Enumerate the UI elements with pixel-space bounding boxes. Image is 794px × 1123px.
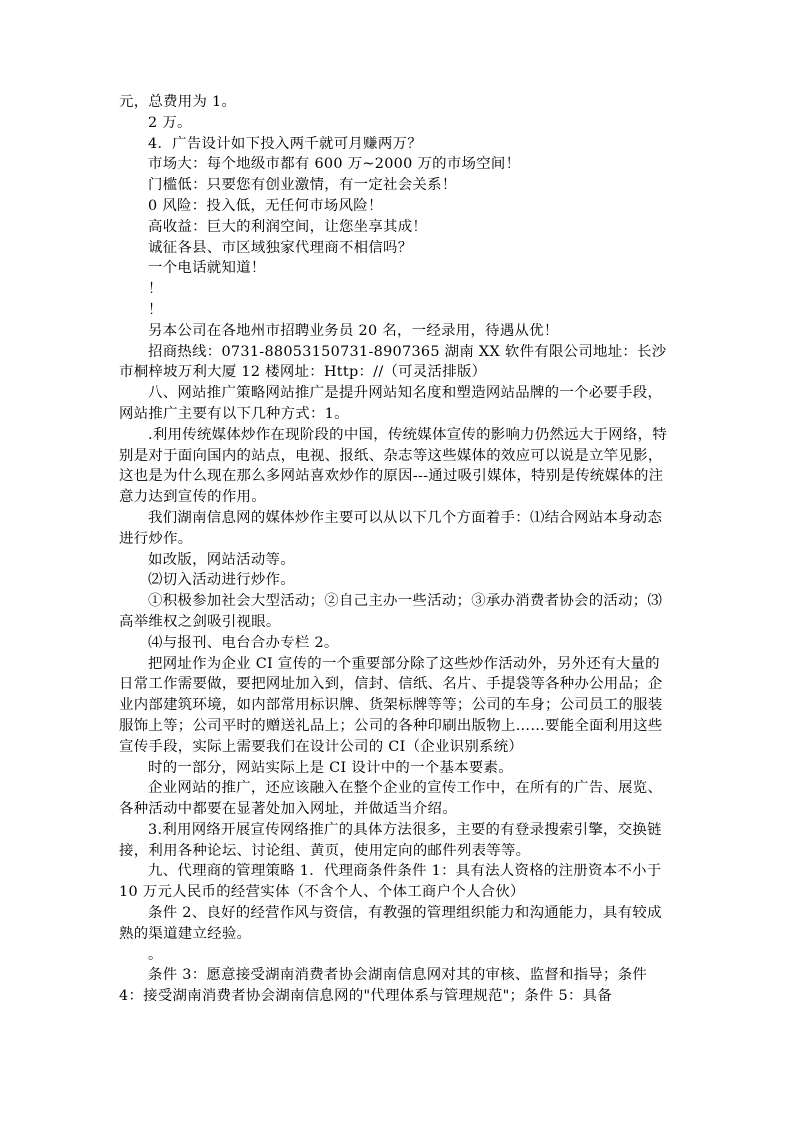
paragraph: ！: [148, 301, 163, 318]
paragraph: 诚征各县、市区域独家代理商不相信吗？: [148, 239, 413, 256]
paragraph: 2 万。: [148, 114, 192, 131]
paragraph: 八、网站推广策略网站推广是提升网站知名度和塑造网站品牌的一个必要手段，网站推广主要有以下几种方式：1。: [119, 385, 663, 422]
paragraph: 。: [148, 946, 163, 963]
paragraph: 招商热线：0731-88053150731-8907365 湖南 XX 软件有限公司地址：长沙市桐梓坡万利大厦 12 楼网址：Http：//（可灵活排版）: [119, 343, 667, 381]
paragraph: 条件 3：愿意接受湖南消费者协会湖南信息网对其的审核、监督和指导；条件 4：接受湖南消费者协会湖南信息网的"代理体系与管理规范"；条件 5：具备: [119, 967, 648, 1005]
paragraph: ①积极参加社会大型活动；②自己主办一些活动；③承办消费者协会的活动；⑶高举维权之剑吸引视眼。: [119, 593, 663, 630]
paragraph: 元，总费用为 1。: [119, 94, 237, 110]
paragraph: ⑵切入活动进行炒作。: [148, 572, 295, 589]
paragraph: 4．广告设计如下投入两千就可月赚两万？: [148, 135, 422, 152]
paragraph: 条件 2、良好的经营作风与资信，有教强的管理组织能力和沟通能力，具有较成熟的渠道建立经验。: [119, 905, 662, 942]
document-body: [119, 92, 674, 1007]
paragraph: ！: [148, 281, 163, 298]
paragraph: 把网址作为企业 CI 宣传的一个重要部分除了这些炒作活动外，另外还有大量的日常工作需要做，要把网址加入到，信封、信纸、名片、手提袋等各种办公用品；企业内部建筑环境，如内部常用标识牌、货架标牌等等；公司的车身；公司员工的服装服饰上等；公司平时的赠送礼品上；公司的各种印刷出版物上……要能全面利用这些宣传手段，实际上需要我们在设计公司的 CI（企业识别系统）: [119, 655, 663, 755]
paragraph: 3.利用网络开展宣传网络推广的具体方法很多，主要的有登录搜索引擎，交换链接，利用各种论坛、讨论组、黄页，使用定向的邮件列表等等。: [119, 821, 662, 859]
paragraph: ⑷与报刊、电台合办专栏 2。: [148, 634, 339, 651]
paragraph: 市场大：每个地级市都有 600 万~2000 万的市场空间！: [148, 156, 521, 173]
paragraph: .利用传统媒体炒作在现阶段的中国，传统媒体宣传的影响力仍然远大于网络，特别是对于面向国内的站点，电视、报纸、杂志等这些媒体的效应可以说是立竿见影，这也是为什么现在那么多网站喜欢炒作的原因---通过吸引媒体，特别是传统媒体的注意力达到宣传的作用。: [119, 426, 668, 506]
paragraph: 一个电话就知道！: [148, 260, 266, 277]
paragraph: 门槛低：只要您有创业激情，有一定社会关系！: [148, 177, 457, 194]
paragraph: 如改版，网站活动等。: [148, 551, 295, 568]
paragraph: 高收益：巨大的利润空间，让您坐享其成！: [148, 218, 428, 235]
paragraph: 企业网站的推广，还应该融入在整个企业的宣传工作中，在所有的广告、展览、各种活动中都要在显著处加入网址，并做适当介绍。: [119, 780, 663, 818]
paragraph: 九、代理商的管理策略 1．代理商条件条件 1：具有法人资格的注册资本不小于 10 万元人民币的经营实体（不含个人、个体工商户个人合伙）: [119, 863, 662, 901]
paragraph: 我们湖南信息网的媒体炒作主要可以从以下几个方面着手：⑴结合网站本身动态进行炒作。: [119, 509, 663, 547]
paragraph: 时的一部分，网站实际上是 CI 设计中的一个基本要素。: [148, 759, 513, 776]
paragraph: 0 风险：投入低，无任何市场风险！: [148, 197, 383, 214]
paragraph: 另本公司在各地州市招聘业务员 20 名，一经录用，待遇从优！: [148, 322, 559, 339]
